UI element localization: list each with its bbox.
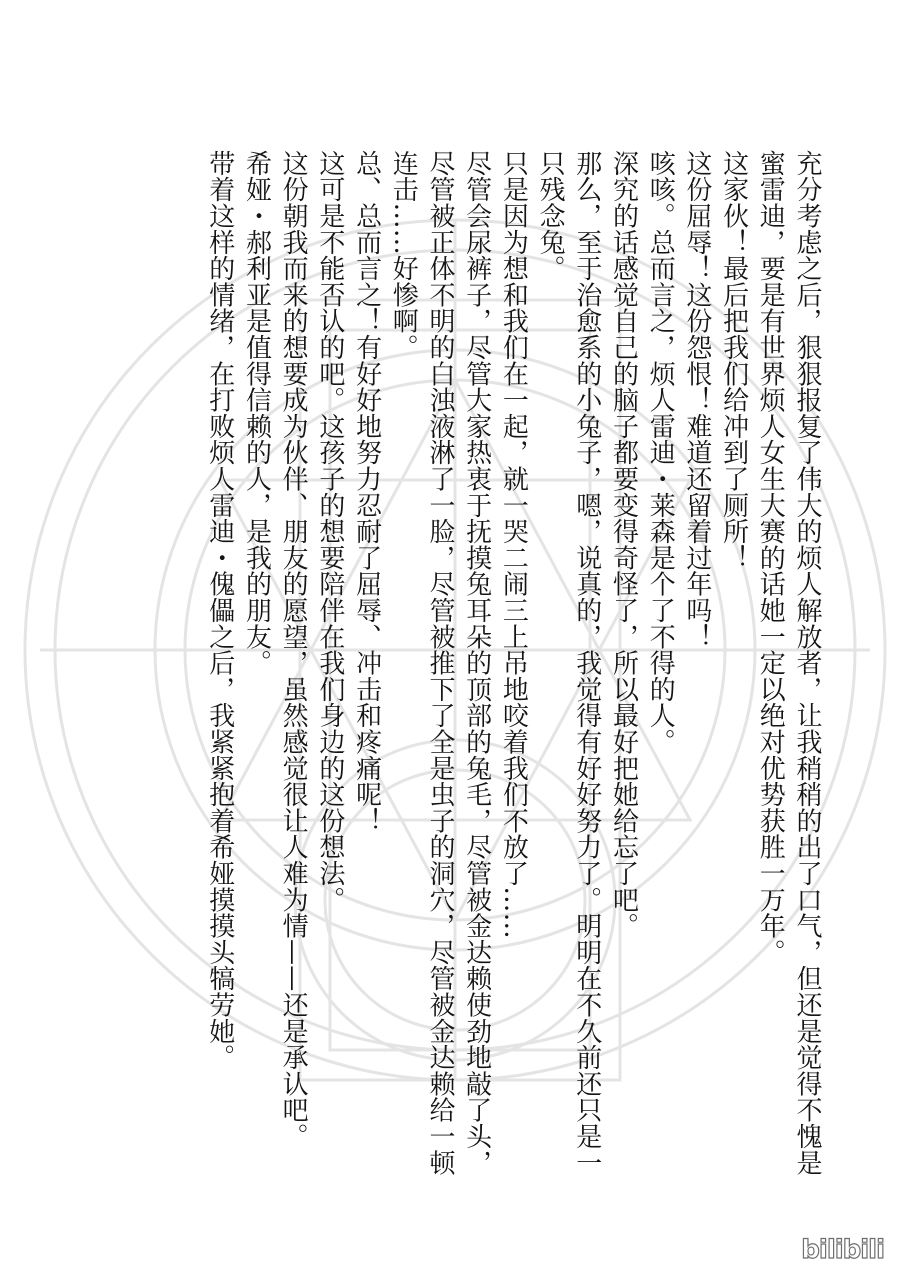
paragraph-12: 希娅・郝利亚是值得信赖的人，是我的朋友。: [241, 150, 272, 676]
paragraph-11: 这份朝我而来的想要成为伙伴、朋友的愿望，虽然感觉很让人难为情——还是承认吧。: [278, 150, 309, 1150]
paragraph-6: 那么，至于治愈系的小兔子，嗯，说真的，我觉得有好好努力了。明明在不久前还只是一只残念兔。: [535, 150, 602, 1176]
paragraph-5: 深究的话感觉自己的脑子都要变得奇怪了，所以最好把她给忘了吧。: [608, 150, 639, 939]
paragraph-10: 这可是不能否认的吧。这孩子的想要陪伴在我们身边的这份想法。: [314, 150, 345, 913]
paragraph-4: 咳咳。总而言之，烦人雷迪・莱森是个了不得的人。: [645, 150, 676, 755]
paragraph-1: 充分考虑之后，狠狠报复了伟大的烦人解放者，让我稍稍的出了口气，但还是觉得不愧是蜜雷迪，要是有世界烦人女生大赛的话她一定以绝对优势获胜一万年。: [755, 150, 822, 1176]
bilibili-logo: bilibili: [801, 1235, 884, 1265]
paragraph-3: 这份屈辱！这份怨恨！难道还留着过年吗！: [681, 150, 712, 650]
vertical-text-block: [90, 150, 825, 1190]
paragraph-2: 这家伙！最后把我们给冲到了厕所！: [718, 150, 749, 571]
paragraph-8: 尽管会尿裤子，尽管大家热衷于抚摸兔耳朵的顶部的兔毛，尽管被金达赖使劲地敲了头，尽管被正体不明的白浊液淋了一脸，尽管被推下了全是虫子的洞穴，尽管被金达赖给一顿连击……好惨啊。: [388, 150, 492, 1176]
paragraph-9: 总、总而言之！有好好地努力忍耐了屈辱、冲击和疼痛呢！: [351, 150, 382, 834]
paragraph-13: 带着这样的情绪，在打败烦人雷迪・傀儡之后，我紧紧抱着希娅摸摸头犒劳她。: [204, 150, 235, 1071]
paragraph-7: 只是因为想和我们在一起，就一哭二闹三上吊地咬着我们不放了……: [498, 150, 529, 939]
